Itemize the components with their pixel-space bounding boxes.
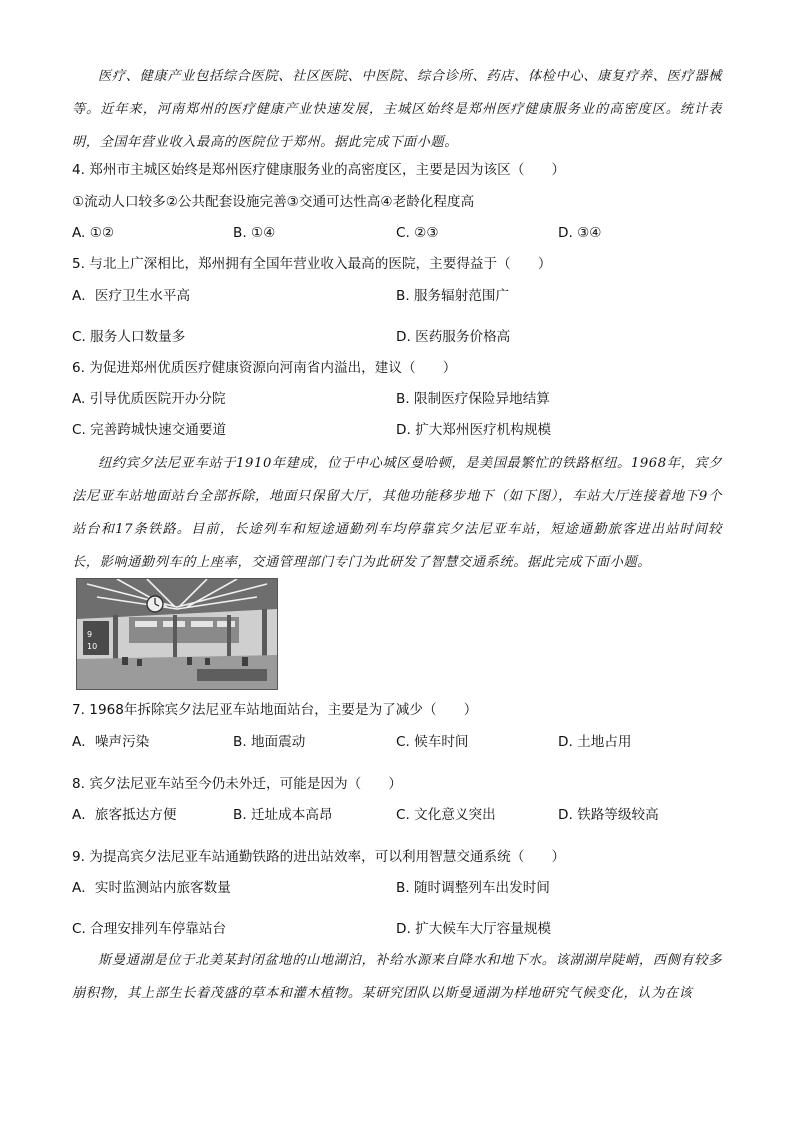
- question-4-option-a[interactable]: A. ①②: [72, 225, 115, 241]
- passage-lake: 斯曼通湖是位于北美某封闭盆地的山地湖泊，补给水源来自降水和地下水。该湖湖岸陡峭，西侧有较多崩积物，其上部生长着茂盛的草本和灌木植物。某研究团队以斯曼通湖为样地研究气候变化，认为在该: [72, 953, 722, 1001]
- question-5-stem: 5. 与北上广深相比，郑州拥有全国年营业收入最高的医院，主要得益于（ ）: [72, 256, 552, 272]
- passage-medical-industry: 医疗、健康产业包括综合医院、社区医院、中医院、综合诊所、药店、体检中心、康复疗养、医疗器械等。近年来，河南郑州的医疗健康产业快速发展，主城区始终是郑州医疗健康服务业的高密度区。统计表明，全国年营业收入最高的医院位于郑州。据此完成下面小题。: [72, 69, 722, 150]
- question-7-option-c[interactable]: C. 候车时间: [396, 734, 469, 750]
- question-8-option-a[interactable]: A．旅客抵达方便: [72, 807, 177, 823]
- station-hall-illustration: [77, 579, 277, 689]
- question-7-stem: 7. 1968年拆除宾夕法尼亚车站地面站台，主要是为了减少（ ）: [72, 702, 478, 718]
- station-hall-photo: [76, 578, 278, 690]
- question-8-option-c[interactable]: C. 文化意义突出: [396, 807, 496, 823]
- question-6-option-a[interactable]: A. 引导优质医院开办分院: [72, 391, 226, 407]
- question-6-option-c[interactable]: C. 完善跨城快速交通要道: [72, 422, 227, 438]
- question-9-stem: 9. 为提高宾夕法尼亚车站通勤铁路的进出站效率，可以利用智慧交通系统（ ）: [72, 849, 566, 865]
- svg-text:10: 10: [87, 642, 98, 651]
- svg-text:9: 9: [87, 630, 93, 639]
- question-5-option-d[interactable]: D. 医药服务价格高: [396, 329, 511, 345]
- question-5-option-a[interactable]: A．医疗卫生水平高: [72, 288, 191, 304]
- question-5-option-c[interactable]: C. 服务人口数量多: [72, 329, 186, 345]
- question-7-option-a[interactable]: A．噪声污染: [72, 734, 150, 750]
- question-9-option-c[interactable]: C. 合理安排列车停靠站台: [72, 921, 227, 937]
- question-9-option-b[interactable]: B. 随时调整列车出发时间: [396, 880, 550, 896]
- question-8-option-b[interactable]: B. 迁址成本高昂: [233, 807, 333, 823]
- question-8-stem: 8. 宾夕法尼亚车站至今仍未外迁，可能是因为（ ）: [72, 776, 402, 792]
- question-6-option-b[interactable]: B. 限制医疗保险异地结算: [396, 391, 550, 407]
- question-4-stem: 4. 郑州市主城区始终是郑州医疗健康服务业的高密度区，主要是因为该区（ ）: [72, 162, 566, 178]
- question-9-option-d[interactable]: D. 扩大候车大厅容量规模: [396, 921, 552, 937]
- question-7-option-b[interactable]: B. 地面震动: [233, 734, 306, 750]
- passage-penn-station: 纽约宾夕法尼亚车站于1910年建成，位于中心城区曼哈顿，是美国最繁忙的铁路枢纽。1968年，宾夕法尼亚车站地面站台全部拆除，地面只保留大厅，其他功能移步地下（如下图），车站大厅连接着地下9个站台和17条铁路。目前，长途列车和短途通勤列车均停靠宾夕法尼亚车站，短途通勤旅客进出站时间较长，影响通勤列车的上座率，交通管理部门专门为此研发了智慧交通系统。据此完成下面小题。: [72, 456, 722, 570]
- question-8-option-d[interactable]: D. 铁路等级较高: [558, 807, 659, 823]
- question-9-option-a[interactable]: A．实时监测站内旅客数量: [72, 880, 231, 896]
- question-4-option-c[interactable]: C. ②③: [396, 225, 439, 241]
- question-6-option-d[interactable]: D. 扩大郑州医疗机构规模: [396, 422, 552, 438]
- question-5-option-b[interactable]: B. 服务辐射范围广: [396, 288, 510, 304]
- question-7-option-d[interactable]: D. 土地占用: [558, 734, 632, 750]
- question-4-items: ①流动人口较多②公共配套设施完善③交通可达性高④老龄化程度高: [72, 194, 475, 210]
- question-6-stem: 6. 为促进郑州优质医疗健康资源向河南省内溢出，建议（ ）: [72, 360, 457, 376]
- question-4-option-d[interactable]: D. ③④: [558, 225, 602, 241]
- question-4-option-b[interactable]: B. ①④: [233, 225, 276, 241]
